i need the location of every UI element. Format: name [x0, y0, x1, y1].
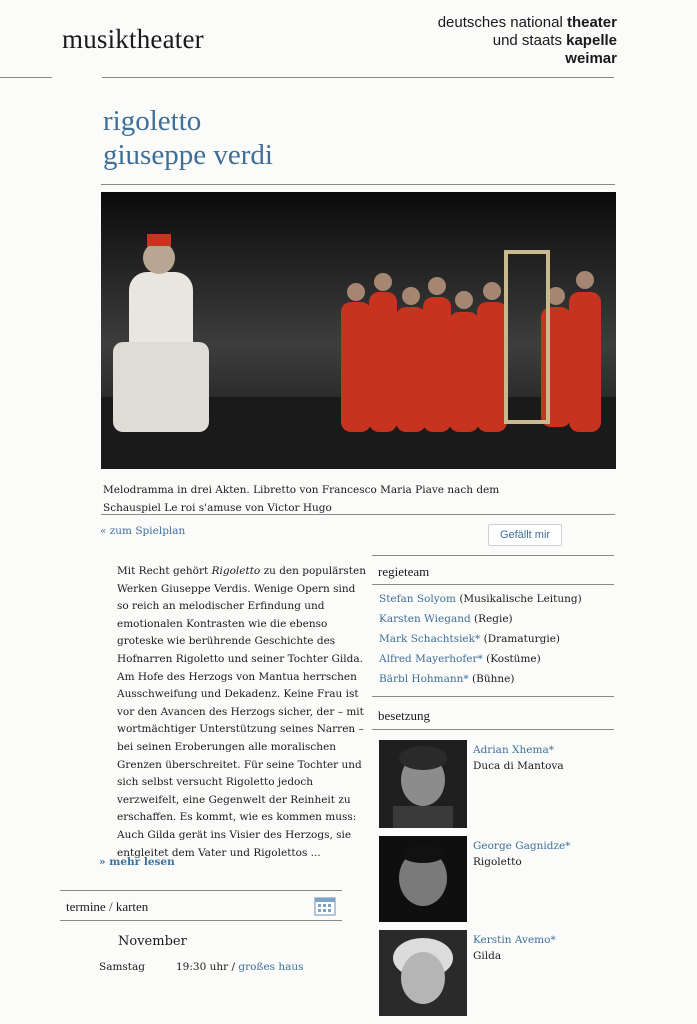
termine-divider-bottom [60, 920, 342, 921]
theater-line2: und staats [492, 32, 567, 49]
cast-photo[interactable] [379, 836, 467, 922]
description [117, 563, 367, 862]
regieteam-divider-top [372, 555, 614, 556]
team-member-link[interactable]: Alfred Mayerhofer* [379, 653, 483, 665]
cast-role: Gilda [473, 950, 502, 962]
team-member-role: (Musikalische Leitung) [459, 593, 582, 605]
theater-line2-bold: kapelle [566, 32, 617, 49]
description-paragraph-1 [117, 563, 367, 669]
cast-role: Duca di Mantova [473, 760, 564, 772]
caption-line2: Schauspiel Le roi s'amuse von Victor Hugo [103, 502, 332, 514]
date-day: Samstag [99, 961, 145, 973]
termine-heading: termine / karten [66, 899, 149, 914]
date-time-value: 19:30 uhr / [176, 961, 236, 973]
cast-photo[interactable] [379, 930, 467, 1016]
theater-line3-bold: weimar [565, 50, 617, 67]
description-p1-title: Rigoletto [211, 565, 261, 577]
team-member-link[interactable]: Karsten Wiegand [379, 613, 471, 625]
caption-divider [101, 514, 615, 515]
team-member-role: (Bühne) [472, 673, 515, 685]
caption-line1: Melodramma in drei Akten. Libretto von Francesco Maria Piave nach dem [103, 484, 500, 496]
besetzung-heading: besetzung [378, 708, 430, 723]
cast-entry [473, 932, 556, 964]
theater-line1: deutsches national [437, 14, 567, 31]
regieteam-divider-bottom [372, 584, 614, 585]
description-p1-post: zu den populärsten Werken Giuseppe Verdis. Wenige Opern sind so reich an melodischer Erfindung und emotionalen Kontrasten wie die ebenso groteske wie berührende Geschichte des Hofnarren Rigoletto und seiner Tochter Gilda. [117, 565, 366, 665]
stage-scene-image [101, 192, 616, 469]
month-label: November [118, 934, 187, 949]
title-divider [101, 184, 615, 185]
besetzung-divider-bottom [372, 729, 614, 730]
team-member-link[interactable]: Stefan Solyom [379, 593, 456, 605]
regieteam-list [379, 589, 619, 689]
page-title [103, 104, 273, 172]
cast-entry [473, 838, 570, 870]
cast-name-link[interactable]: George Gagnidze* [473, 840, 571, 852]
theater-line1-bold: theater [566, 14, 617, 31]
besetzung-divider-top [372, 696, 614, 697]
cast-entry [473, 742, 564, 774]
team-member [379, 589, 619, 609]
production-title: rigoletto [103, 105, 202, 137]
team-member-link[interactable]: Mark Schachtsiek* [379, 633, 481, 645]
back-to-schedule-link[interactable]: « zum Spielplan [100, 525, 186, 537]
description-p1-pre: Mit Recht gehört [117, 565, 212, 577]
photo-caption [103, 481, 533, 517]
production-composer: giuseppe verdi [103, 139, 273, 171]
team-member [379, 629, 619, 649]
read-more-link[interactable]: » mehr lesen [99, 856, 175, 868]
cast-name-link[interactable]: Kerstin Avemo* [473, 934, 556, 946]
team-member [379, 669, 619, 689]
production-photo [101, 192, 616, 469]
team-member [379, 609, 619, 629]
cast-role: Rigoletto [473, 856, 522, 868]
termine-divider-top [60, 890, 342, 891]
team-member-role: (Regie) [474, 613, 513, 625]
description-paragraph-2: Am Hofe des Herzogs von Mantua herrschen Ausschweifung und Dekadenz. Keine Frau ist vor den Avancen des Herzogs sicher, der – mit wortmächtiger Unterstützung seines Narren – bei seinen Eroberungen alle moralischen Grenzen überschreitet. Für seine Tochter und sich selbst versucht Rigoletto jedoch verzweifelt, eine Gegenwelt der Reinheit zu erschaffen. Es kommt, wie es kommen muss: Auch Gilda gerät ins Visier des Herzogs, sie entgleitet dem Vater und Rigolettos ... [117, 670, 364, 859]
team-member [379, 649, 619, 669]
cast-photo[interactable] [379, 740, 467, 828]
venue-link[interactable]: großes haus [238, 961, 304, 973]
header-divider [102, 77, 614, 78]
like-button[interactable]: Gefällt mir [488, 524, 562, 546]
date-time [176, 961, 304, 973]
team-member-link[interactable]: Bärbl Hohmann* [379, 673, 469, 685]
site-brand[interactable]: musiktheater [62, 24, 204, 54]
team-member-role: (Kostüme) [486, 653, 541, 665]
regieteam-heading: regieteam [378, 564, 430, 579]
team-member-role: (Dramaturgie) [483, 633, 561, 645]
header-divider-left [0, 77, 52, 78]
cast-name-link[interactable]: Adrian Xhema* [473, 744, 554, 756]
calendar-icon[interactable] [314, 896, 336, 916]
theater-logo[interactable] [438, 14, 617, 68]
